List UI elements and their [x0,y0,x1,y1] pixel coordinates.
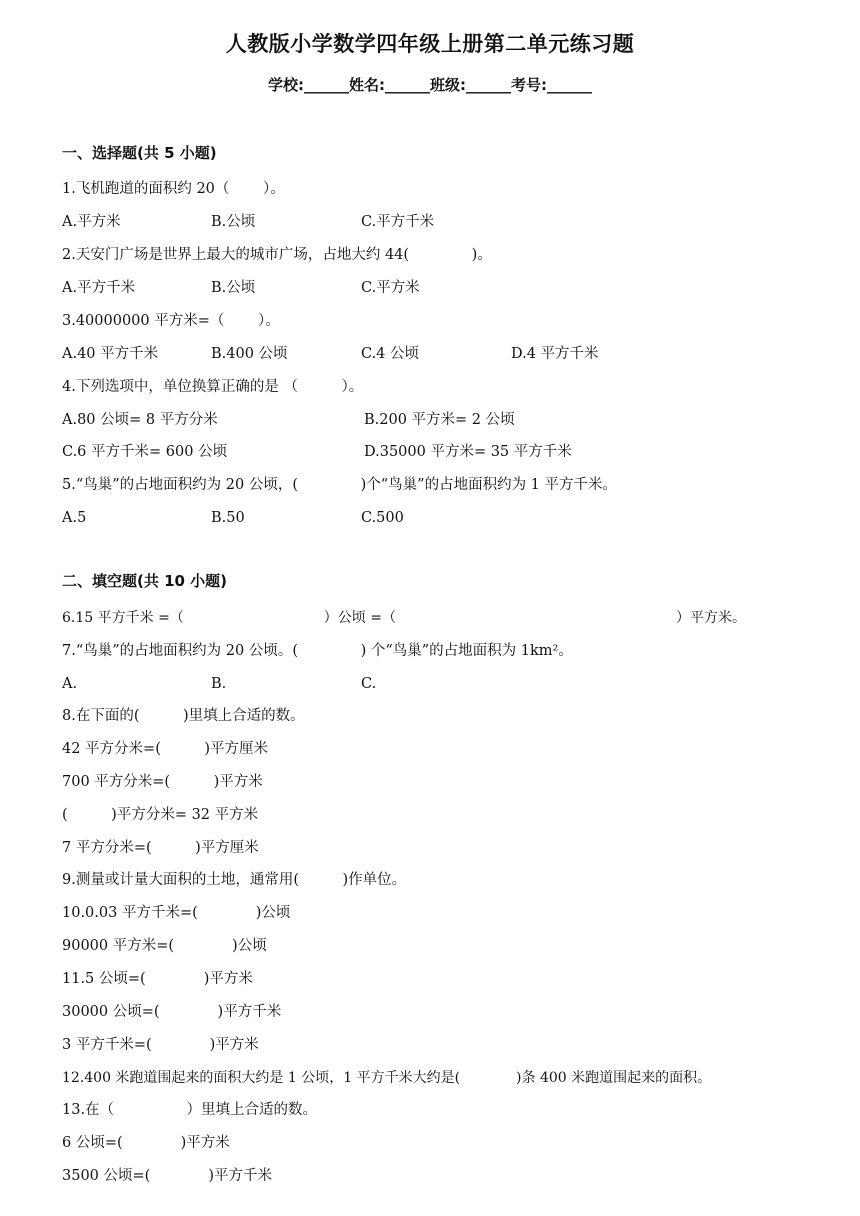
q4-option-a: A.80 公顷= 8 平方分米 [62,412,218,428]
question-9: 9.测量或计量大面积的土地，通常用( )作单位。 [62,872,407,888]
q1-option-a: A.平方米 [62,214,121,230]
question-10: 10.0.03 平方千米=( )公顷 [62,905,291,921]
page-title: 人教版小学数学四年级上册第二单元练习题 [225,32,635,56]
q5-option-b: B.50 [211,510,245,526]
q3-option-a: A.40 平方千米 [62,346,159,362]
q3-option-d: D.4 平方千米 [511,346,599,362]
q1-option-c: C.平方千米 [361,214,435,230]
q7-option-c: C. [361,676,377,692]
q3-option-c: C.4 公顷 [361,346,420,362]
q2-option-c: C.平方米 [361,280,420,296]
q4-option-d: D.35000 平方米= 35 平方千米 [364,444,572,460]
q4-option-b: B.200 平方米= 2 公顷 [364,412,515,428]
question-3: 3.40000000 平方米=（ ）。 [62,313,280,329]
question-8-item-1: 42 平方分米=( )平方厘米 [62,741,269,757]
q7-option-a: A. [62,676,78,692]
question-5: 5.“鸟巢”的占地面积约为 20 公顷，( )个“鸟巢”的占地面积约为 1 平方千米。 [62,477,618,493]
question-11-item-3: 3 平方千米=( )平方米 [62,1037,259,1053]
q5-option-c: C.500 [361,510,404,526]
question-8-item-3: ( )平方分米= 32 平方米 [62,807,259,823]
question-7: 7.“鸟巢”的占地面积约为 20 公顷。( ) 个“鸟巢”的占地面积为 1km²。 [62,643,573,659]
section-heading-fill: 二、填空题(共 10 小题) [62,572,228,590]
q5-option-a: A.5 [62,510,87,526]
question-10-item-2: 90000 平方米=( )公顷 [62,938,267,954]
q7-option-b: B. [211,676,227,692]
question-8: 8.在下面的( )里填上合适的数。 [62,708,305,724]
question-4: 4.下列选项中，单位换算正确的是 （ ）。 [62,379,364,395]
question-11-item-2: 30000 公顷=( )平方千米 [62,1004,282,1020]
q4-option-c: C.6 平方千米= 600 公顷 [62,444,228,460]
student-info-line: 学校:______姓名:______班级:______考号:______ [268,76,592,94]
question-1: 1.飞机跑道的面积约 20（ ）。 [62,181,285,197]
question-11: 11.5 公顷=( )平方米 [62,971,253,987]
section-heading-choice: 一、选择题(共 5 小题) [62,144,217,162]
question-6: 6.15 平方千米 =（ ）公顷 =（ ）平方米。 [62,610,746,626]
q2-option-a: A.平方千米 [62,280,136,296]
q2-option-b: B.公顷 [211,280,256,296]
question-13: 13.在（ ）里填上合适的数。 [62,1102,318,1118]
question-13-item-1: 6 公顷=( )平方米 [62,1135,230,1151]
q1-option-b: B.公顷 [211,214,256,230]
question-8-item-2: 700 平方分米=( )平方米 [62,774,263,790]
q3-option-b: B.400 公顷 [211,346,288,362]
question-2: 2.天安门广场是世界上最大的城市广场，占地大约 44( )。 [62,247,492,263]
question-8-item-4: 7 平方分米=( )平方厘米 [62,840,259,856]
question-13-item-2: 3500 公顷=( )平方千米 [62,1168,272,1184]
question-12: 12.400 米跑道围起来的面积大约是 1 公顷，1 平方千米大约是( )条 400 米跑道围起来的面积。 [62,1070,712,1086]
